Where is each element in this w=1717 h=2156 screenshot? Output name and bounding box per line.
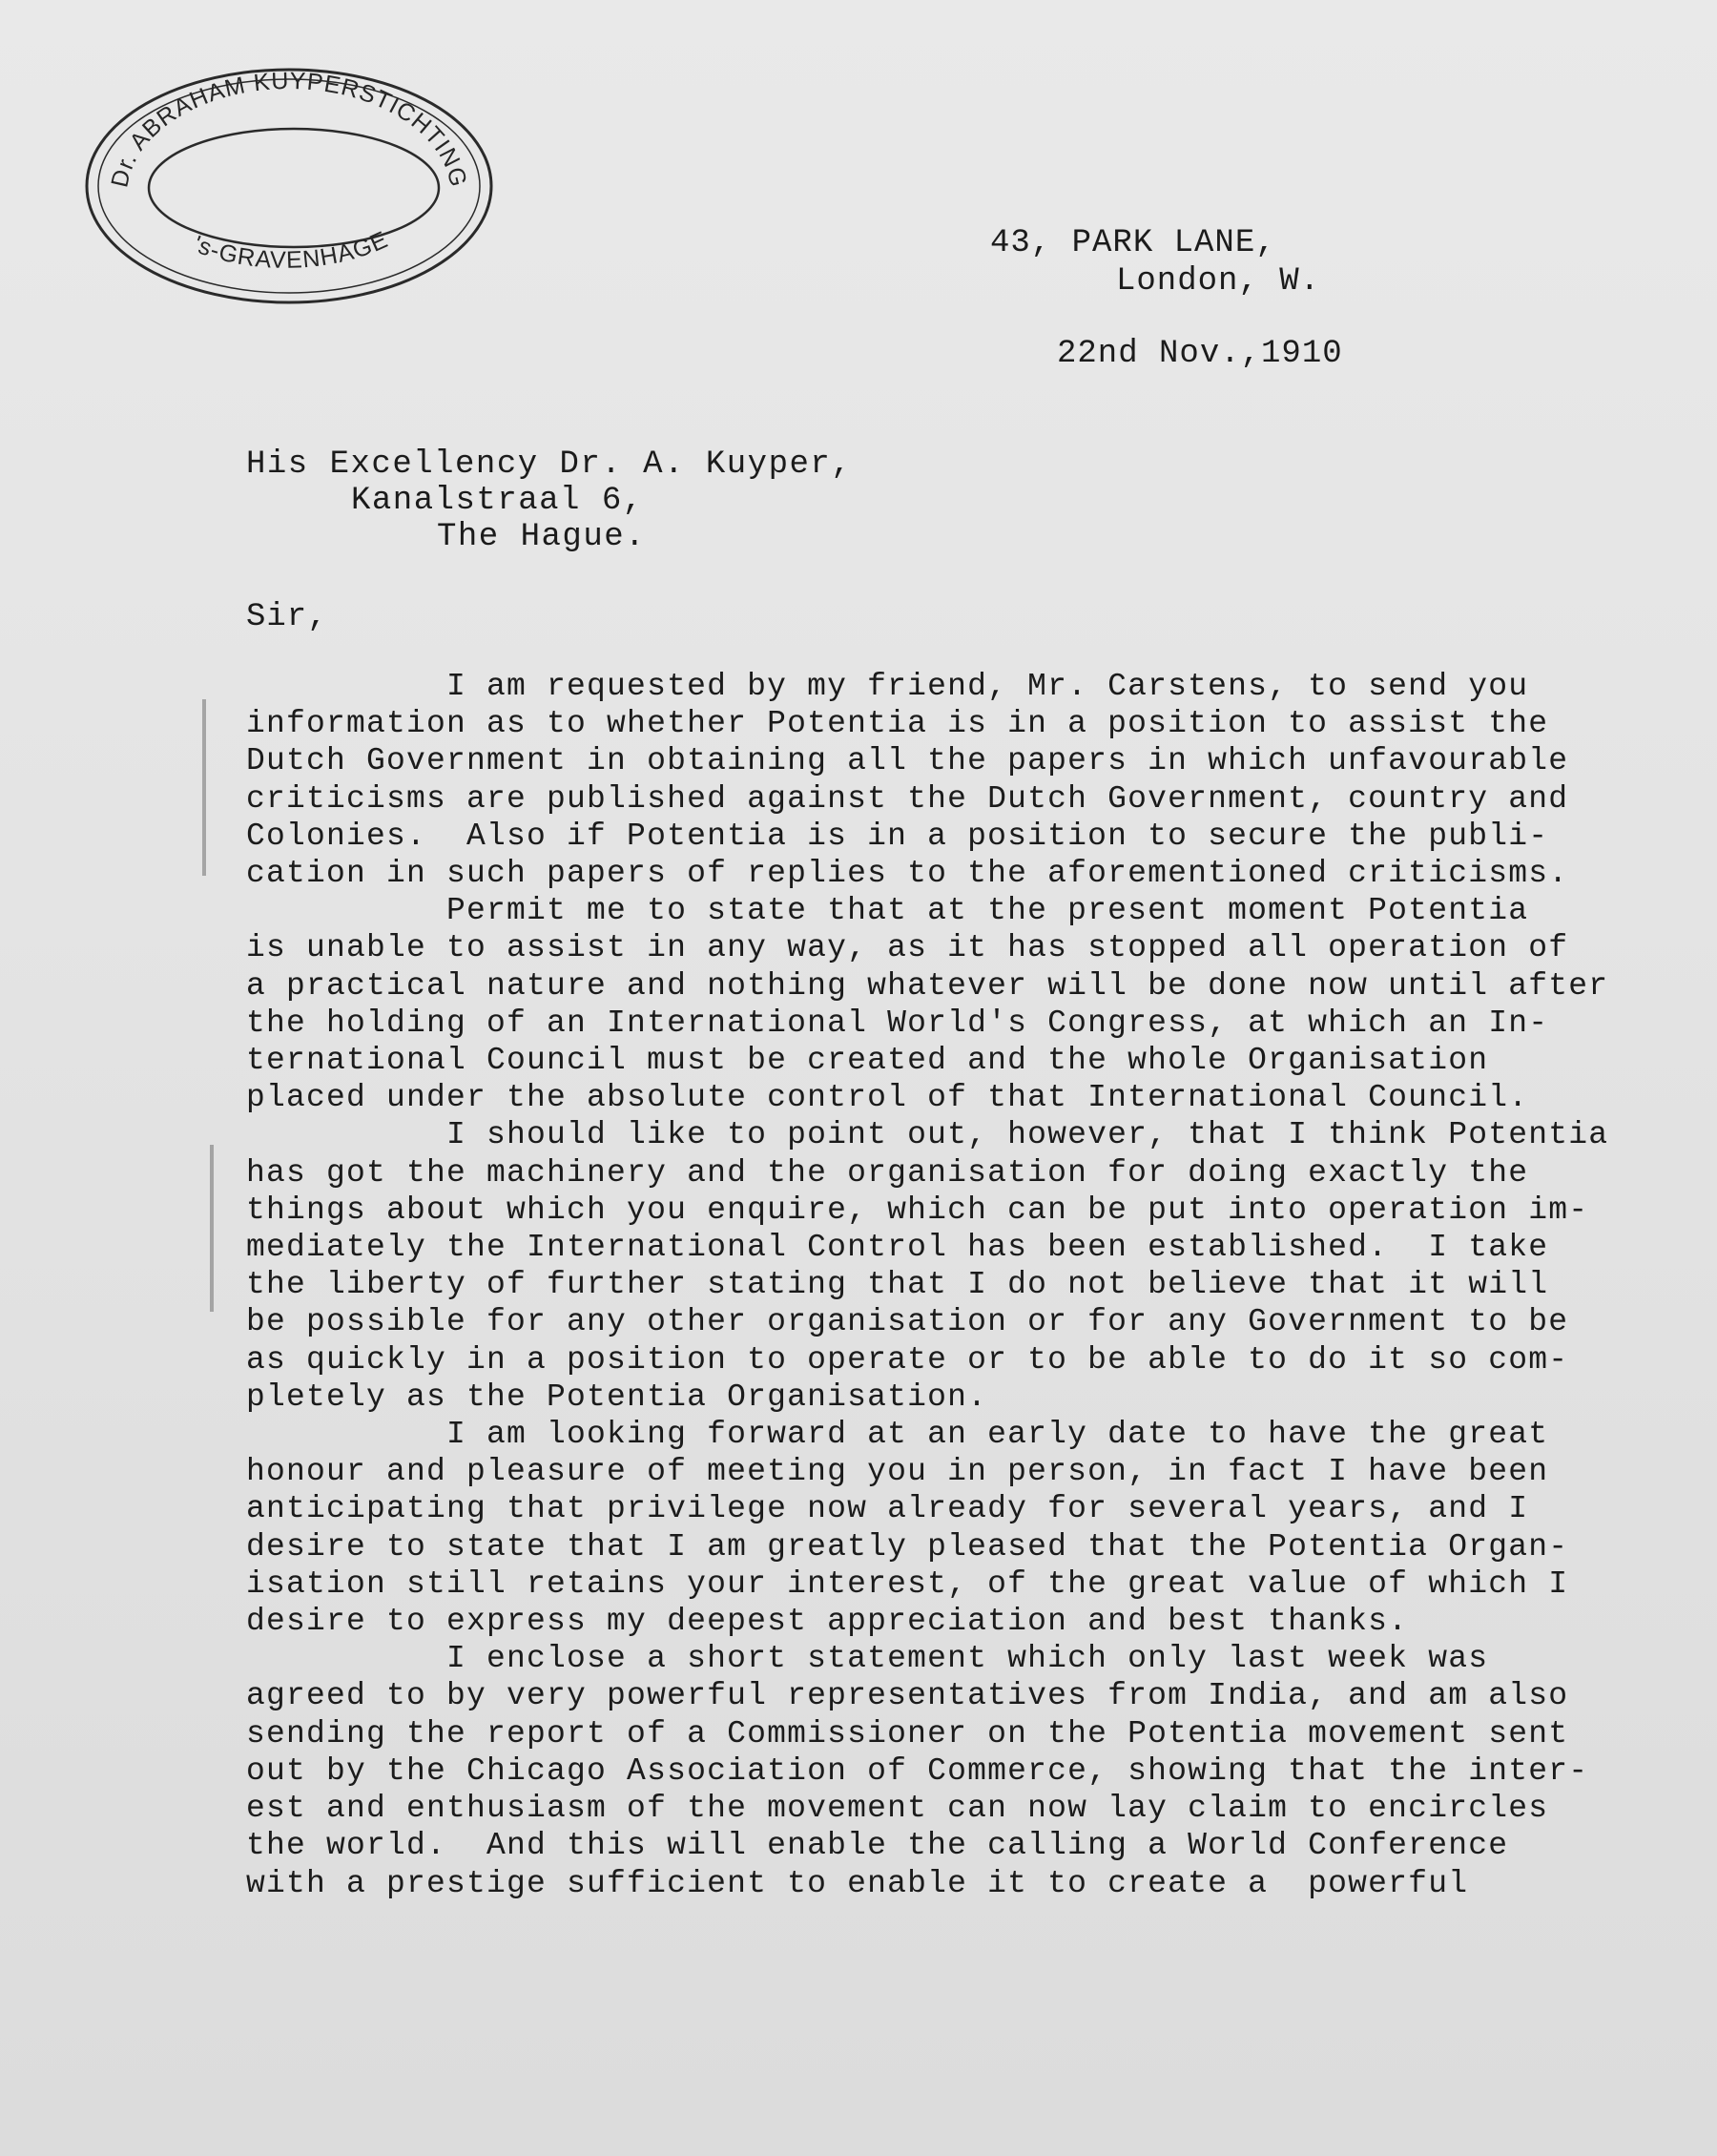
body-line: as quickly in a position to operate or to be able to do it so com- [246, 1341, 1569, 1378]
body-line: desire to state that I am greatly pleased that the Potentia Organ- [246, 1528, 1569, 1565]
stamp-center-oval [149, 129, 439, 247]
body-line: criticisms are published against the Dutch Government, country and [246, 780, 1569, 817]
stamp-top-text: Dr. ABRAHAM KUYPERSTICHTING [106, 67, 472, 191]
body-line: desire to express my deepest appreciation and best thanks. [246, 1604, 1409, 1640]
body-line: sending the report of a Commissioner on the Potentia movement sent [246, 1715, 1569, 1752]
body-line: out by the Chicago Association of Commerce, showing that the inter- [246, 1752, 1589, 1789]
recipient-name: His Excellency Dr. A. Kuyper, [246, 446, 853, 483]
body-line: a practical nature and nothing whatever will be done now until after [246, 967, 1609, 1004]
body-line: the liberty of further stating that I do not believe that it will [246, 1267, 1549, 1303]
body-line: information as to whether Potentia is in a position to assist the [246, 706, 1549, 742]
body-line: be possible for any other organisation or for any Government to be [246, 1304, 1569, 1340]
body-line: I am requested by my friend, Mr. Carstens, to send you [246, 669, 1529, 704]
margin-mark-upper [202, 699, 206, 876]
body-line: I should like to point out, however, that I think Potentia [246, 1117, 1609, 1153]
margin-mark-lower [210, 1145, 214, 1312]
body-line: I enclose a short statement which only last week was [246, 1641, 1489, 1677]
sender-address [990, 224, 1320, 301]
body-line: agreed to by very powerful representatives from India, and am also [246, 1678, 1569, 1714]
body-line: placed under the absolute control of that International Council. [246, 1080, 1529, 1116]
body-line: things about which you enquire, which can be put into operation im- [246, 1192, 1589, 1228]
letter-date: 22nd Nov.,1910 [1057, 336, 1343, 372]
foundation-stamp [74, 52, 504, 310]
stamp-graphic [74, 52, 504, 310]
sender-street: 43, PARK LANE, [990, 225, 1276, 261]
sender-city: London, W. [1116, 263, 1321, 300]
body-line: Dutch Government in obtaining all the papers in which unfavourable [246, 743, 1569, 779]
body-line: with a prestige sufficient to enable it to create a powerful [246, 1865, 1469, 1901]
body-line: has got the machinery and the organisation for doing exactly the [246, 1154, 1529, 1191]
salutation: Sir, [246, 599, 328, 635]
recipient-street: Kanalstraal 6, [351, 483, 644, 519]
body-line: Permit me to state that at the present moment Potentia [246, 893, 1529, 929]
body-line: isation still retains your interest, of the great value of which I [246, 1565, 1569, 1602]
body-line: honour and pleasure of meeting you in person, in fact I have been [246, 1454, 1549, 1490]
body-line: the holding of an International World's Congress, at which an In- [246, 1005, 1549, 1041]
body-line: Colonies. Also if Potentia is in a position to secure the publi- [246, 818, 1549, 854]
recipient-address [246, 446, 852, 555]
stamp-bottom-text: 's-GRAVENHAGE [189, 225, 393, 274]
body-line: ternational Council must be created and the whole Organisation [246, 1043, 1489, 1079]
body-line: I am looking forward at an early date to have the great [246, 1417, 1549, 1453]
body-line: is unable to assist in any way, as it has stopped all operation of [246, 930, 1569, 966]
body-line: the world. And this will enable the calling a World Conference [246, 1828, 1509, 1864]
recipient-city: The Hague. [437, 519, 647, 555]
body-line: est and enthusiasm of the movement can now lay claim to encircles [246, 1791, 1549, 1827]
body-line: mediately the International Control has been established. I take [246, 1230, 1549, 1266]
letter-body [246, 668, 1696, 1902]
body-line: pletely as the Potentia Organisation. [246, 1379, 988, 1415]
body-line: cation in such papers of replies to the aforementioned criticisms. [246, 856, 1569, 892]
body-line: anticipating that privilege now already for several years, and I [246, 1491, 1529, 1527]
